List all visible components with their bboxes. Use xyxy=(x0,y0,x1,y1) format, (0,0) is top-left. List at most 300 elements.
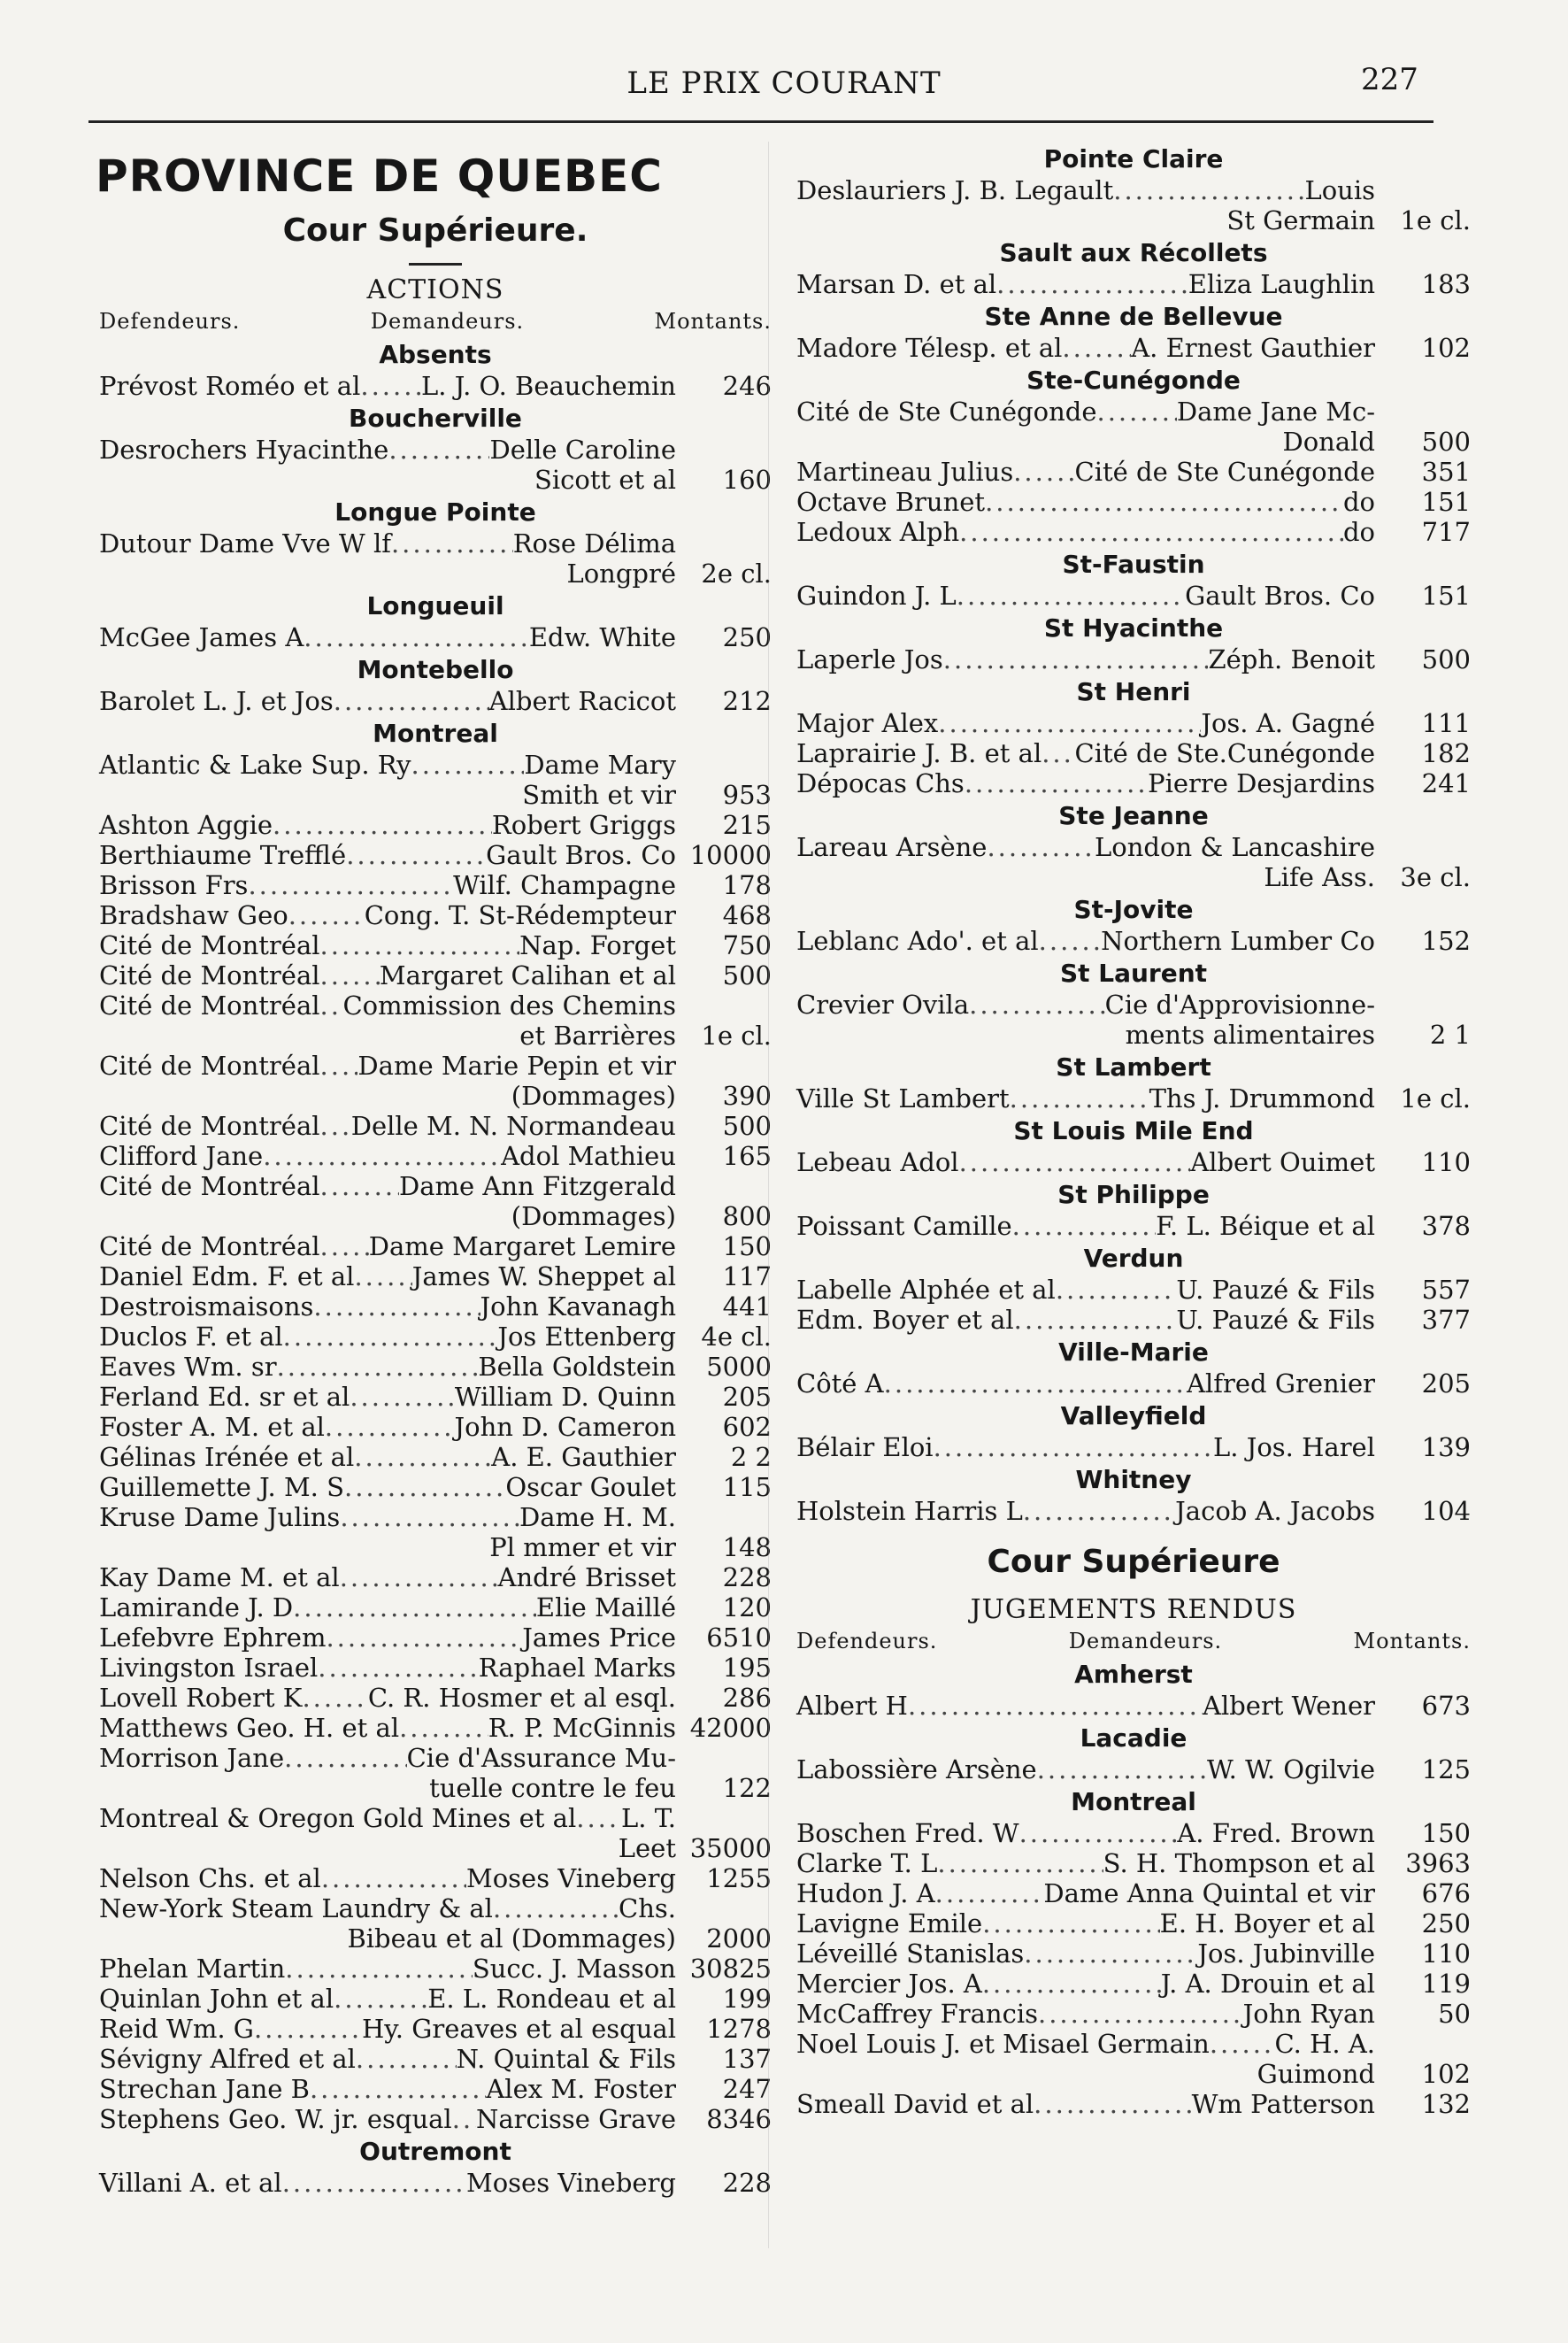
amount: 468 xyxy=(722,900,772,930)
leader-dots xyxy=(285,1954,473,1984)
amount: 139 xyxy=(1421,1432,1471,1462)
defendant: Daniel Edm. F. et al xyxy=(99,1261,355,1291)
defendant: Eaves Wm. sr xyxy=(99,1352,277,1382)
leader-dots xyxy=(1023,1496,1175,1526)
amount: 30825 xyxy=(689,1954,772,1984)
leader-dots xyxy=(965,768,1148,798)
entry-row xyxy=(99,2104,772,2134)
entry-row xyxy=(796,1368,1471,1399)
defendant: Desrochers Hyacinthe xyxy=(99,435,389,465)
plaintiff: Dame Marie Pepin et vir xyxy=(357,1051,676,1081)
amount: 215 xyxy=(722,810,772,840)
amount: 750 xyxy=(722,930,772,960)
plaintiff: Wm Patterson xyxy=(1191,2089,1375,2119)
entry-row xyxy=(99,1713,772,1743)
defendant: Morrison Jane xyxy=(99,1743,285,1773)
amount: 120 xyxy=(722,1592,772,1622)
place-heading: Longue Pointe xyxy=(334,497,536,527)
leader-dots xyxy=(982,1969,1161,1999)
defendant: Labelle Alphée et al xyxy=(796,1275,1056,1305)
amount: 247 xyxy=(722,2074,772,2104)
entry-row xyxy=(99,1382,772,1412)
continuation-text: ments alimentaires xyxy=(1125,1020,1375,1050)
defendant: Cité de Montréal xyxy=(99,990,320,1021)
amount: 250 xyxy=(1421,1908,1471,1938)
plaintiff: Rose Délima xyxy=(512,528,676,559)
entry-continuation xyxy=(99,1201,772,1231)
leader-dots xyxy=(959,1147,1191,1177)
col-header-defendeurs: Defendeurs. xyxy=(796,1629,938,1653)
leader-dots xyxy=(325,1412,455,1442)
entry-continuation xyxy=(99,780,772,810)
entry-row xyxy=(796,1848,1471,1878)
defendant: Quinlan John et al xyxy=(99,1984,334,2014)
header-rule xyxy=(88,120,1433,123)
amount: 557 xyxy=(1421,1275,1471,1305)
amount: 1e cl. xyxy=(1400,1083,1471,1114)
entry-row xyxy=(99,1352,772,1382)
plaintiff: C. R. Hosmer et al esql. xyxy=(367,1683,676,1713)
defendant: Madore Télesp. et al xyxy=(796,333,1063,363)
amount: 122 xyxy=(722,1773,772,1803)
amount: 351 xyxy=(1421,457,1471,487)
plaintiff: Jacob A. Jacobs xyxy=(1175,1496,1375,1526)
defendant: Hudon J. A xyxy=(796,1878,935,1908)
entry-continuation xyxy=(99,1923,772,1954)
amount: 500 xyxy=(1421,644,1471,674)
amount: 212 xyxy=(722,686,772,716)
plaintiff: U. Pauzé & Fils xyxy=(1176,1305,1375,1335)
defendant: Mercier Jos. A xyxy=(796,1969,982,1999)
continuation-text: Smith et vir xyxy=(522,780,676,810)
leader-dots xyxy=(937,1848,1103,1878)
entry-row xyxy=(99,1322,772,1352)
amount: 1278 xyxy=(706,2014,772,2044)
plaintiff: James Price xyxy=(522,1622,676,1653)
defendant: Foster A. M. et al xyxy=(99,1412,325,1442)
place-heading: St Lambert xyxy=(1056,1052,1211,1082)
amount: 182 xyxy=(1421,738,1471,768)
plaintiff: Albert Racicot xyxy=(488,686,676,716)
entry-row xyxy=(99,1472,772,1502)
entry-row xyxy=(99,840,772,870)
entry-row xyxy=(796,1908,1471,1938)
defendant: Atlantic & Lake Sup. Ry xyxy=(99,750,411,780)
leader-dots xyxy=(938,708,1201,738)
entry-row xyxy=(796,1878,1471,1908)
right-column xyxy=(796,142,1471,2119)
amount: 50 xyxy=(1438,1999,1471,2029)
entry-row xyxy=(99,528,772,559)
entry-row xyxy=(796,487,1471,517)
amount: 390 xyxy=(722,1081,772,1111)
entry-row xyxy=(99,990,772,1021)
entry-row xyxy=(796,517,1471,547)
plaintiff: Bella Goldstein xyxy=(478,1352,676,1382)
amount: 132 xyxy=(1421,2089,1471,2119)
plaintiff: Chs. xyxy=(619,1893,676,1923)
plaintiff: R. P. McGinnis xyxy=(488,1713,676,1743)
entry-row xyxy=(99,1502,772,1532)
entry-row xyxy=(796,644,1471,674)
leader-dots xyxy=(884,1368,1187,1399)
leader-dots xyxy=(969,990,1105,1020)
entry-row xyxy=(99,900,772,930)
defendant: Bélair Eloi xyxy=(796,1432,934,1462)
plaintiff: Gault Bros. Co xyxy=(1185,581,1375,611)
leader-dots xyxy=(576,1803,621,1833)
entry-row xyxy=(99,622,772,652)
entry-row xyxy=(99,1803,772,1833)
entry-row xyxy=(796,2089,1471,2119)
place-heading: Ville-Marie xyxy=(1058,1337,1209,1367)
entry-row xyxy=(99,1051,772,1081)
leader-dots xyxy=(1037,1754,1207,1784)
amount: 5000 xyxy=(706,1352,772,1382)
plaintiff: A. E. Gauthier xyxy=(491,1442,676,1472)
amount: 228 xyxy=(722,1562,772,1592)
entry-row xyxy=(99,435,772,465)
entry-continuation xyxy=(796,205,1471,235)
amount: 152 xyxy=(1421,926,1471,956)
col-header-defendeurs: Defendeurs. xyxy=(99,309,241,334)
plaintiff: Robert Griggs xyxy=(491,810,676,840)
continuation-text: Pl mmer et vir xyxy=(489,1532,676,1562)
defendant: Labossière Arsène xyxy=(796,1754,1037,1784)
plaintiff: Cie d'Approvisionne- xyxy=(1104,990,1375,1020)
place-heading: Outremont xyxy=(359,2137,511,2166)
amount: 2000 xyxy=(706,1923,772,1954)
entry-continuation xyxy=(796,2059,1471,2089)
plaintiff: Dame Ann Fitzgerald xyxy=(399,1171,676,1201)
place-heading: Montebello xyxy=(357,655,514,684)
plaintiff: Adol Mathieu xyxy=(501,1141,676,1171)
column-divider xyxy=(768,142,769,2248)
place-heading: St Laurent xyxy=(1059,959,1208,988)
entry-row xyxy=(796,1691,1471,1721)
plaintiff: Louis xyxy=(1304,175,1375,205)
entry-continuation xyxy=(796,1020,1471,1050)
leader-dots xyxy=(282,2168,466,2198)
entry-row xyxy=(796,1083,1471,1114)
leader-dots xyxy=(934,1432,1213,1462)
entry-continuation xyxy=(99,1532,772,1562)
amount: 6510 xyxy=(706,1622,772,1653)
plaintiff: Dame Mary xyxy=(524,750,676,780)
amount: 500 xyxy=(722,1111,772,1141)
court-title: Cour Supérieure. xyxy=(282,212,588,249)
defendant: Lamirande J. D xyxy=(99,1592,294,1622)
defendant: Ledoux Alph xyxy=(796,517,960,547)
entry-row xyxy=(99,1171,772,1201)
entry-continuation xyxy=(99,1081,772,1111)
defendant: McGee James A xyxy=(99,622,304,652)
amount: 1255 xyxy=(706,1863,772,1893)
defendant: Dutour Dame Vve W lf xyxy=(99,528,391,559)
amount: 228 xyxy=(722,2168,772,2198)
amount: 35000 xyxy=(689,1833,772,1863)
defendant: Cité de Montréal xyxy=(99,930,320,960)
amount: 110 xyxy=(1421,1147,1471,1177)
plaintiff: Margaret Calihan et al xyxy=(379,960,676,990)
amount: 286 xyxy=(722,1683,772,1713)
amount: 160 xyxy=(722,465,772,495)
plaintiff: Dame Jane Mc- xyxy=(1176,397,1375,427)
page-number: 227 xyxy=(1361,62,1418,97)
amount: 4e cl. xyxy=(701,1322,772,1352)
defendant: Destroismaisons xyxy=(99,1291,314,1322)
amount: 500 xyxy=(1421,427,1471,457)
col-header-demandeurs: Demandeurs. xyxy=(370,309,525,334)
plaintiff: do xyxy=(1342,487,1375,517)
plaintiff: Dame Anna Quintal et vir xyxy=(1043,1878,1375,1908)
amount: 250 xyxy=(722,622,772,652)
defendant: Gélinas Irénée et al xyxy=(99,1442,355,1472)
entry-row xyxy=(99,960,772,990)
defendant: Guillemette J. M. S xyxy=(99,1472,344,1502)
defendant: Kruse Dame Julins xyxy=(99,1502,341,1532)
leader-dots xyxy=(391,528,513,559)
defendant: Livingston Israel xyxy=(99,1653,319,1683)
defendant: Prévost Roméo et al xyxy=(99,371,361,401)
plaintiff: Nap. Forget xyxy=(519,930,676,960)
amount: 150 xyxy=(722,1231,772,1261)
defendant: Cité de Montréal xyxy=(99,1111,320,1141)
defendant: Lareau Arsène xyxy=(796,832,988,862)
amount: 111 xyxy=(1421,708,1471,738)
leader-dots xyxy=(340,1502,519,1532)
entry-continuation xyxy=(99,1021,772,1051)
entry-row xyxy=(796,1496,1471,1526)
continuation-text: et Barrières xyxy=(519,1021,676,1051)
entry-row xyxy=(99,930,772,960)
amount: 953 xyxy=(722,780,772,810)
plaintiff: John D. Cameron xyxy=(454,1412,676,1442)
defendant: Cité de Montréal xyxy=(99,960,320,990)
amount: 151 xyxy=(1421,487,1471,517)
place-heading: Absents xyxy=(379,340,492,369)
entry-continuation xyxy=(796,427,1471,457)
entry-row xyxy=(99,1622,772,1653)
entry-row xyxy=(99,1291,772,1322)
amount: 117 xyxy=(722,1261,772,1291)
defendant: Octave Brunet xyxy=(796,487,986,517)
plaintiff: William D. Quinn xyxy=(454,1382,676,1412)
place-heading: Montreal xyxy=(373,719,498,748)
continuation-text: (Dommages) xyxy=(511,1201,676,1231)
entry-row xyxy=(796,1305,1471,1335)
entry-row xyxy=(99,870,772,900)
amount: 165 xyxy=(722,1141,772,1171)
running-header-title: LE PRIX COURANT xyxy=(626,66,942,101)
entry-continuation xyxy=(99,559,772,589)
defendant: Bradshaw Geo xyxy=(99,900,288,930)
entry-row xyxy=(99,1893,772,1923)
defendant: Barolet L. J. et Jos xyxy=(99,686,334,716)
defendant: Cité de Montréal xyxy=(99,1231,320,1261)
amount: 150 xyxy=(1421,1818,1471,1848)
column-headers-judgements xyxy=(796,1629,1471,1653)
defendant: Matthews Geo. H. et al xyxy=(99,1713,400,1743)
defendant: New-York Steam Laundry & al xyxy=(99,1893,493,1923)
amount: 199 xyxy=(722,1984,772,2014)
plaintiff: Jos Ettenberg xyxy=(497,1322,676,1352)
amount: 377 xyxy=(1421,1305,1471,1335)
place-heading: Whitney xyxy=(1075,1465,1192,1494)
plaintiff: Northern Lumber Co xyxy=(1101,926,1375,956)
entry-row xyxy=(796,768,1471,798)
place-heading: Verdun xyxy=(1083,1244,1184,1273)
defendant: Dépocas Chs xyxy=(796,768,965,798)
defendant: Holstein Harris L xyxy=(796,1496,1023,1526)
leader-dots xyxy=(987,832,1095,862)
leader-dots xyxy=(354,1261,411,1291)
continuation-text: Bibeau et al (Dommages) xyxy=(347,1923,676,1954)
leader-dots xyxy=(1014,1305,1177,1335)
place-heading: Valleyfield xyxy=(1060,1401,1207,1430)
plaintiff: W. W. Ogilvie xyxy=(1206,1754,1375,1784)
amount: 110 xyxy=(1421,1938,1471,1969)
col-header-demandeurs: Demandeurs. xyxy=(1068,1629,1223,1653)
plaintiff: Gault Bros. Co xyxy=(486,840,676,870)
plaintiff: U. Pauzé & Fils xyxy=(1176,1275,1375,1305)
leader-dots xyxy=(908,1691,1203,1721)
entry-row xyxy=(796,581,1471,611)
defendant: Leblanc Ado'. et al xyxy=(796,926,1039,956)
defendant: Smeall David et al xyxy=(796,2089,1034,2119)
leader-dots xyxy=(320,960,380,990)
place-heading: Amherst xyxy=(1074,1660,1193,1689)
defendant: Duclos F. et al xyxy=(99,1322,283,1352)
continuation-text: (Dommages) xyxy=(511,1081,676,1111)
leader-dots xyxy=(334,686,489,716)
entry-row xyxy=(99,1231,772,1261)
defendant: Berthiaume Trefflé xyxy=(99,840,347,870)
plaintiff: Albert Ouimet xyxy=(1190,1147,1375,1177)
amount: 119 xyxy=(1421,1969,1471,1999)
continuation-text: tuelle contre le feu xyxy=(429,1773,676,1803)
entry-row xyxy=(796,1938,1471,1969)
plaintiff: Cité de Ste.Cunégonde xyxy=(1074,738,1375,768)
leader-dots xyxy=(320,930,520,960)
amount: 125 xyxy=(1421,1754,1471,1784)
entry-row xyxy=(99,2074,772,2104)
leader-dots xyxy=(943,644,1209,674)
entry-row xyxy=(796,457,1471,487)
leader-dots xyxy=(288,900,365,930)
place-heading: St Hyacinthe xyxy=(1043,613,1224,643)
leader-dots xyxy=(310,2074,486,2104)
leader-dots xyxy=(1038,1999,1243,2029)
defendant: Villani A. et al xyxy=(99,2168,282,2198)
entry-row xyxy=(99,1592,772,1622)
amount: 1e cl. xyxy=(701,1021,772,1051)
plaintiff: L. J. O. Beauchemin xyxy=(421,371,676,401)
defendant: Edm. Boyer et al xyxy=(796,1305,1014,1335)
plaintiff: Dame Margaret Lemire xyxy=(368,1231,676,1261)
continuation-text: Longpré xyxy=(566,559,676,589)
leader-dots xyxy=(1096,397,1176,427)
place-heading: Ste Jeanne xyxy=(1058,801,1209,830)
defendant: Noel Louis J. et Misael Germain xyxy=(796,2029,1210,2059)
amount: 205 xyxy=(722,1382,772,1412)
plaintiff: Eliza Laughlin xyxy=(1188,269,1375,299)
left-column xyxy=(96,142,772,2198)
defendant: Lebeau Adol xyxy=(796,1147,959,1177)
entry-row xyxy=(796,175,1471,205)
continuation-text: Donald xyxy=(1282,427,1375,457)
entry-row xyxy=(99,1863,772,1893)
entry-row xyxy=(99,2014,772,2044)
defendant: Martineau Julius xyxy=(796,457,1014,487)
entry-row xyxy=(99,1442,772,1472)
defendant: Poissant Camille xyxy=(796,1211,1012,1241)
plaintiff: Moses Vineberg xyxy=(466,2168,676,2198)
amount: 3e cl. xyxy=(1400,862,1471,892)
leader-dots xyxy=(254,2014,362,2044)
place-heading: Longueuil xyxy=(366,591,504,620)
amount: 378 xyxy=(1421,1211,1471,1241)
plaintiff: S. H. Thompson et al xyxy=(1103,1848,1375,1878)
leader-dots xyxy=(320,990,343,1021)
leader-dots xyxy=(399,1713,488,1743)
right-sections-top xyxy=(796,143,1471,1526)
entry-row xyxy=(99,686,772,716)
entry-row xyxy=(99,1653,772,1683)
defendant: Laprairie J. B. et al xyxy=(796,738,1042,768)
amount: 148 xyxy=(722,1532,772,1562)
amount: 178 xyxy=(722,870,772,900)
entry-row xyxy=(99,1111,772,1141)
leader-dots xyxy=(248,870,453,900)
plaintiff: Cie d'Assurance Mu- xyxy=(406,1743,676,1773)
leader-dots xyxy=(360,371,421,401)
amount: 42000 xyxy=(689,1713,772,1743)
plaintiff: Moses Vineberg xyxy=(466,1863,676,1893)
leader-dots xyxy=(320,1111,351,1141)
plaintiff: Raphael Marks xyxy=(478,1653,676,1683)
place-heading: St-Jovite xyxy=(1073,895,1194,924)
place-heading: Sault aux Récollets xyxy=(999,238,1268,267)
col-header-montants: Montants. xyxy=(654,309,772,334)
plaintiff: André Brisset xyxy=(497,1562,676,1592)
plaintiff: do xyxy=(1342,517,1375,547)
entry-row xyxy=(99,2044,772,2074)
defendant: Léveillé Stanislas xyxy=(796,1938,1025,1969)
entry-row xyxy=(796,397,1471,427)
place-heading: St-Faustin xyxy=(1062,550,1205,579)
defendant: McCaffrey Francis xyxy=(796,1999,1038,2029)
entry-row xyxy=(796,926,1471,956)
entry-row xyxy=(99,810,772,840)
amount: 673 xyxy=(1421,1691,1471,1721)
leader-dots xyxy=(302,1683,367,1713)
plaintiff: Oscar Goulet xyxy=(505,1472,676,1502)
defendant: Ville St Lambert xyxy=(796,1083,1010,1114)
defendant: Cité de Montréal xyxy=(99,1171,320,1201)
left-sections xyxy=(99,339,772,2198)
defendant: Clifford Jane xyxy=(99,1141,264,1171)
continuation-text: Life Ass. xyxy=(1264,862,1375,892)
entry-continuation xyxy=(99,1833,772,1863)
defendant: Boschen Fred. W xyxy=(796,1818,1019,1848)
leader-dots xyxy=(354,1442,491,1472)
defendant: Albert H xyxy=(796,1691,908,1721)
entry-row xyxy=(796,738,1471,768)
defendant: Cité de Ste Cunégonde xyxy=(796,397,1097,427)
defendant: Cité de Montréal xyxy=(99,1051,320,1081)
defendant: Lavigne Emile xyxy=(796,1908,983,1938)
